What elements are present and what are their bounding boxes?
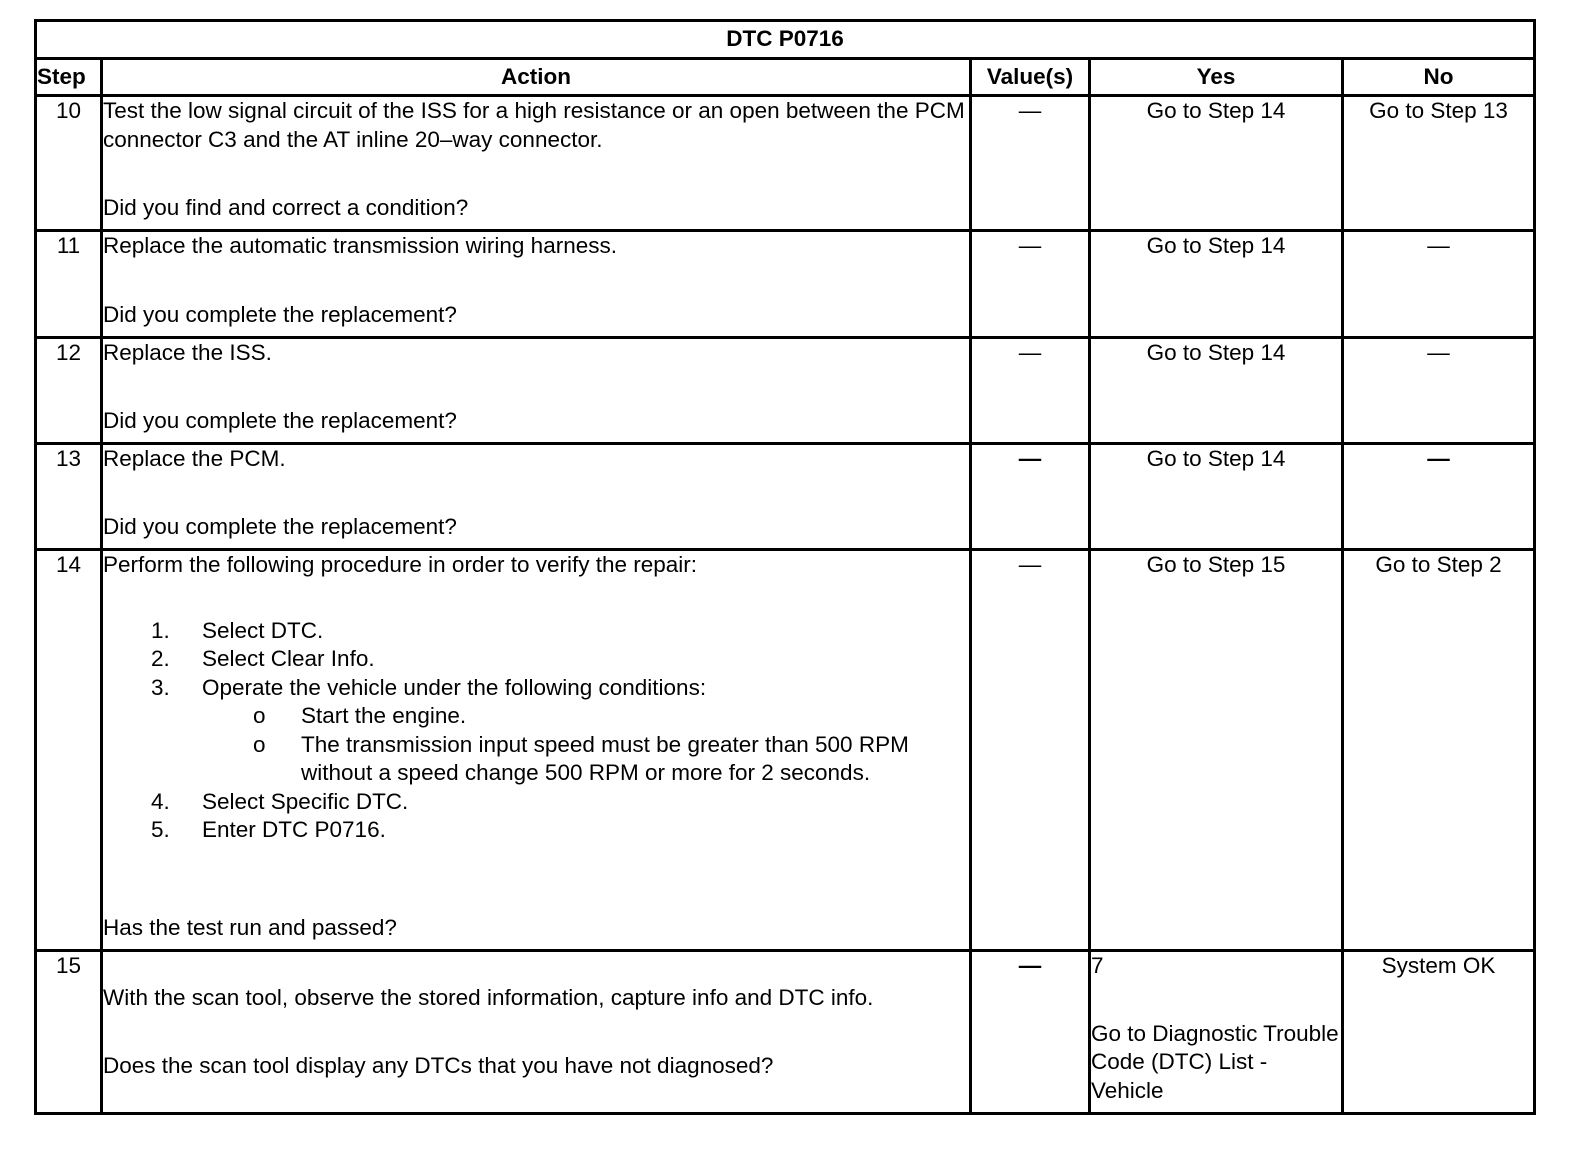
action-question: Did you find and correct a condition?: [103, 194, 469, 220]
value-cell: —: [971, 231, 1090, 338]
header-no: No: [1343, 59, 1535, 96]
step-num: 5.: [151, 817, 170, 842]
action-cell: [102, 444, 971, 550]
procedure-list: [103, 617, 969, 845]
step-number: 10: [36, 96, 102, 231]
procedure-step: [103, 645, 969, 674]
value-cell: —: [971, 444, 1090, 550]
step-text: Enter DTC P0716.: [202, 817, 386, 842]
yes-cell: [1090, 951, 1343, 1114]
step-text: Operate the vehicle under the following conditions:: [202, 674, 707, 700]
step-num: 4.: [151, 788, 170, 814]
value-cell: —: [971, 96, 1090, 231]
yes-cell: Go to Step 15: [1090, 550, 1343, 951]
action-cell: [102, 231, 971, 338]
yes-cell: Go to Step 14: [1090, 231, 1343, 338]
value-cell: —: [971, 550, 1090, 951]
value-cell: —: [971, 951, 1090, 1114]
sub-item: [103, 731, 969, 788]
action-cell: [102, 951, 971, 1114]
no-cell: —: [1343, 444, 1535, 550]
table-row: [36, 444, 1535, 550]
step-text: Select Clear Info.: [202, 646, 375, 671]
no-cell: System OK: [1343, 951, 1535, 1114]
step-num: 2.: [151, 646, 170, 671]
step-num: 1.: [151, 617, 170, 643]
action-question: Did you complete the replacement?: [103, 407, 457, 433]
action-text: Test the low signal circuit of the ISS for a high resistance or an open between the PCM connector C3 and the AT inline 20–way connector.: [103, 98, 965, 152]
step-number: 14: [36, 550, 102, 951]
table-row: [36, 951, 1535, 1114]
yes-cell: Go to Step 14: [1090, 338, 1343, 444]
step-number: 11: [36, 231, 102, 338]
action-text: Perform the following procedure in order to verify the repair:: [103, 552, 698, 577]
step-num: 3.: [151, 674, 170, 700]
yes-link-text: Go to Diagnostic Trouble Code (DTC) List - Vehicle: [1091, 1020, 1339, 1103]
action-cell: [102, 338, 971, 444]
sub-item: [103, 702, 969, 731]
action-question: Did you complete the replacement?: [103, 513, 457, 539]
header-action: Action: [102, 59, 971, 96]
table-row: [36, 231, 1535, 338]
action-text: Replace the automatic transmission wiring harness.: [103, 233, 617, 258]
step-number: 15: [36, 951, 102, 1114]
action-cell: [102, 96, 971, 231]
header-row: [36, 59, 1535, 96]
no-cell: Go to Step 2: [1343, 550, 1535, 951]
procedure-step: [103, 617, 969, 646]
table-row: [36, 550, 1535, 951]
no-cell: —: [1343, 231, 1535, 338]
dtc-table: [34, 19, 1536, 1115]
step-number: 13: [36, 444, 102, 550]
action-text: Replace the PCM.: [103, 446, 286, 471]
value-cell: —: [971, 338, 1090, 444]
no-cell: —: [1343, 338, 1535, 444]
procedure-step: [103, 788, 969, 817]
table-title: DTC P0716: [36, 21, 1535, 59]
yes-ref: 7: [1091, 953, 1104, 978]
no-cell: Go to Step 13: [1343, 96, 1535, 231]
action-question: Did you complete the replacement?: [103, 301, 457, 327]
action-question: Does the scan tool display any DTCs that you have not diagnosed?: [103, 1052, 774, 1078]
title-row: [36, 21, 1535, 59]
bullet-icon: o: [253, 731, 266, 757]
sub-text: The transmission input speed must be greater than 500 RPM without a speed change 500 RPM or more for 2 seconds.: [301, 731, 909, 785]
header-yes: Yes: [1090, 59, 1343, 96]
sub-text: Start the engine.: [301, 703, 467, 728]
procedure-step: [103, 674, 969, 788]
action-text: With the scan tool, observe the stored information, capture info and DTC info.: [103, 985, 874, 1010]
step-text: Select DTC.: [202, 617, 324, 643]
step-number: 12: [36, 338, 102, 444]
bullet-icon: o: [253, 703, 266, 728]
step-text: Select Specific DTC.: [202, 788, 409, 814]
sub-list: [103, 702, 969, 788]
yes-cell: Go to Step 14: [1090, 444, 1343, 550]
yes-cell: Go to Step 14: [1090, 96, 1343, 231]
header-values: Value(s): [971, 59, 1090, 96]
header-step: Step: [36, 59, 102, 96]
action-cell: [102, 550, 971, 951]
table-row: [36, 96, 1535, 231]
table-row: [36, 338, 1535, 444]
procedure-step: [103, 816, 969, 845]
action-question: Has the test run and passed?: [103, 914, 397, 940]
action-text: Replace the ISS.: [103, 340, 272, 365]
